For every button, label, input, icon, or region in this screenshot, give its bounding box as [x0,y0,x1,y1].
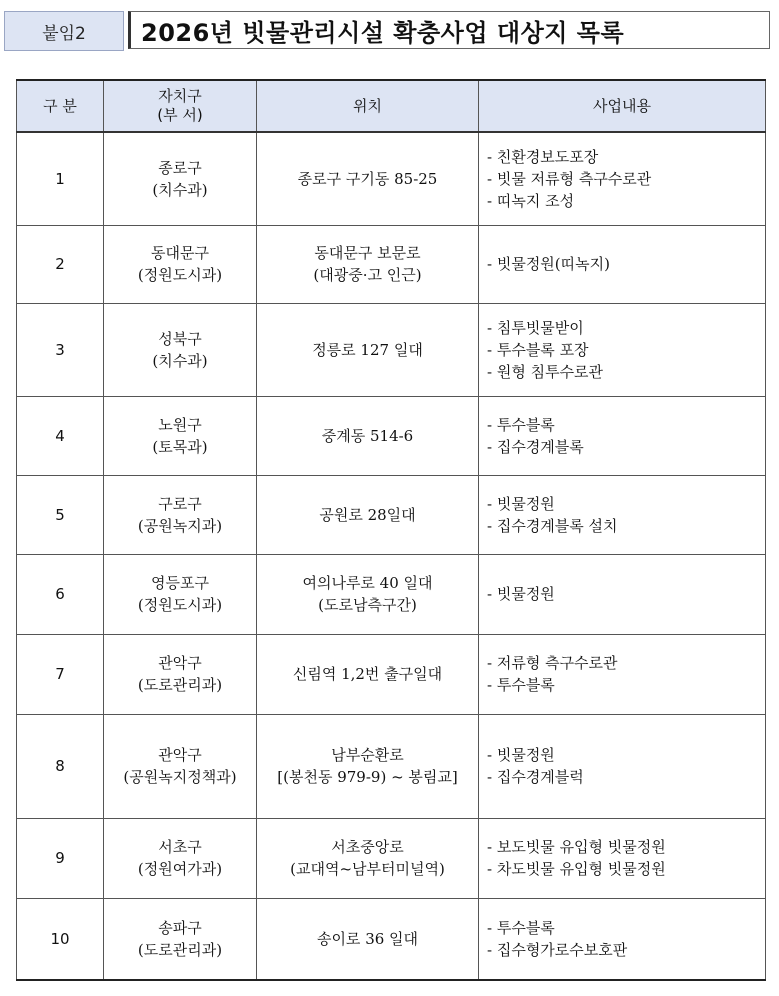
row-number: 2 [17,225,104,303]
work-item: - 친환경보도포장 [487,147,599,166]
district-cell [104,475,257,554]
location-cell [257,818,479,898]
work-item: - 빗물정원(띠녹지) [487,255,610,273]
district-name: 관악구 [158,654,202,672]
location-line: 동대문구 보문로 [314,244,421,262]
work-item: - 투수블록 [487,676,555,694]
district-name: 서초구 [158,838,202,856]
work-item: - 침투빗물받이 [487,318,584,337]
location-cell [257,396,479,475]
work-cell [479,225,766,303]
header-work: 사업내용 [479,80,766,132]
row-number: 10 [17,898,104,980]
district-name: 송파구 [158,918,202,937]
attachment-badge: 붙임2 [4,11,124,51]
department-name: (도로관리과) [137,940,223,959]
table-row [17,303,766,396]
table-row [17,396,766,475]
header-location: 위치 [257,80,479,132]
location-line: 여의나루로 40 일대 [302,574,433,592]
work-item: - 빗물정원 [487,585,555,603]
work-item: - 투수블록 [487,415,555,434]
header-district [104,80,257,132]
district-cell [104,132,257,225]
location-line: 신림역 1,2번 출구일대 [292,665,443,683]
district-cell [104,714,257,818]
district-name: 관악구 [158,746,202,764]
location-line: (교대역~남부터미널역) [290,860,445,878]
district-name: 노원구 [158,415,202,434]
work-cell [479,898,766,980]
location-line: 중계동 514-6 [321,426,414,445]
district-name: 종로구 [158,158,202,177]
table-row [17,132,766,225]
row-number: 8 [17,714,104,818]
location-cell [257,475,479,554]
district-cell [104,634,257,714]
location-line: (대광중·고 인근) [313,266,422,284]
location-line: 종로구 구기동 85-25 [297,169,438,188]
work-item: - 저류형 측구수로관 [487,654,618,672]
work-item: - 차도빗물 유입형 빗물정원 [487,860,666,878]
table-row [17,898,766,980]
district-cell [104,396,257,475]
district-name: 성북구 [158,329,202,348]
district-name: 구로구 [158,494,202,513]
location-line: [(봉천동 979-9) ~ 봉림교] [277,768,458,786]
work-item: - 빗물정원 [487,494,555,513]
header-dept-label: (부 서) [157,106,203,124]
row-number: 3 [17,303,104,396]
department-name: (정원여가과) [137,860,223,878]
location-line: (도로남측구간) [318,596,417,614]
row-number: 9 [17,818,104,898]
row-number: 7 [17,634,104,714]
work-cell [479,818,766,898]
row-number: 4 [17,396,104,475]
work-item: - 투수블록 [487,918,555,937]
work-item: - 투수블록 포장 [487,340,589,359]
work-item: - 집수경계블록 [487,437,584,456]
table-header-row [17,80,766,132]
work-cell [479,554,766,634]
work-item: - 빗물 저류형 측구수로관 [487,169,652,188]
work-item: - 띠녹지 조성 [487,191,575,210]
district-cell [104,818,257,898]
work-cell [479,132,766,225]
work-cell [479,634,766,714]
row-number: 6 [17,554,104,634]
district-name: 동대문구 [151,244,209,262]
work-item: - 빗물정원 [487,746,555,764]
district-name: 영등포구 [151,574,209,592]
work-item: - 집수경계블록 설치 [487,516,618,535]
work-cell [479,303,766,396]
department-name: (정원도시과) [137,596,223,614]
district-cell [104,303,257,396]
location-line: 송이로 36 일대 [316,929,419,948]
table-row [17,225,766,303]
location-line: 서초중앙로 [331,838,404,856]
work-item: - 집수형가로수보호판 [487,940,628,959]
district-cell [104,554,257,634]
department-name: (공원녹지과) [137,516,223,535]
work-cell [479,475,766,554]
table-row [17,634,766,714]
department-name: (도로관리과) [137,676,223,694]
location-cell [257,132,479,225]
table-row [17,818,766,898]
location-cell [257,225,479,303]
row-number: 5 [17,475,104,554]
location-cell [257,634,479,714]
district-cell [104,225,257,303]
department-name: (공원녹지정책과) [123,768,237,786]
location-line: 남부순환로 [331,746,404,764]
document-header [4,11,774,51]
work-cell [479,396,766,475]
work-item: - 보도빗물 유입형 빗물정원 [487,838,666,856]
work-item: - 원형 침투수로관 [487,362,604,381]
document-title: 2026년 빗물관리시설 확충사업 대상지 목록 [128,11,770,49]
row-number: 1 [17,132,104,225]
department-name: (정원도시과) [137,266,223,284]
location-cell [257,303,479,396]
department-name: (치수과) [152,351,208,370]
work-cell [479,714,766,818]
work-item: - 집수경계블럭 [487,768,584,786]
table-row [17,714,766,818]
site-list-table [16,79,766,981]
table-row [17,554,766,634]
department-name: (토목과) [152,437,208,456]
location-cell [257,898,479,980]
header-district-label: 자치구 [158,87,202,105]
location-cell [257,554,479,634]
header-no: 구 분 [17,80,104,132]
department-name: (치수과) [152,180,208,199]
location-line: 정릉로 127 일대 [312,340,423,359]
location-cell [257,714,479,818]
district-cell [104,898,257,980]
table-row [17,475,766,554]
location-line: 공원로 28일대 [319,505,416,524]
